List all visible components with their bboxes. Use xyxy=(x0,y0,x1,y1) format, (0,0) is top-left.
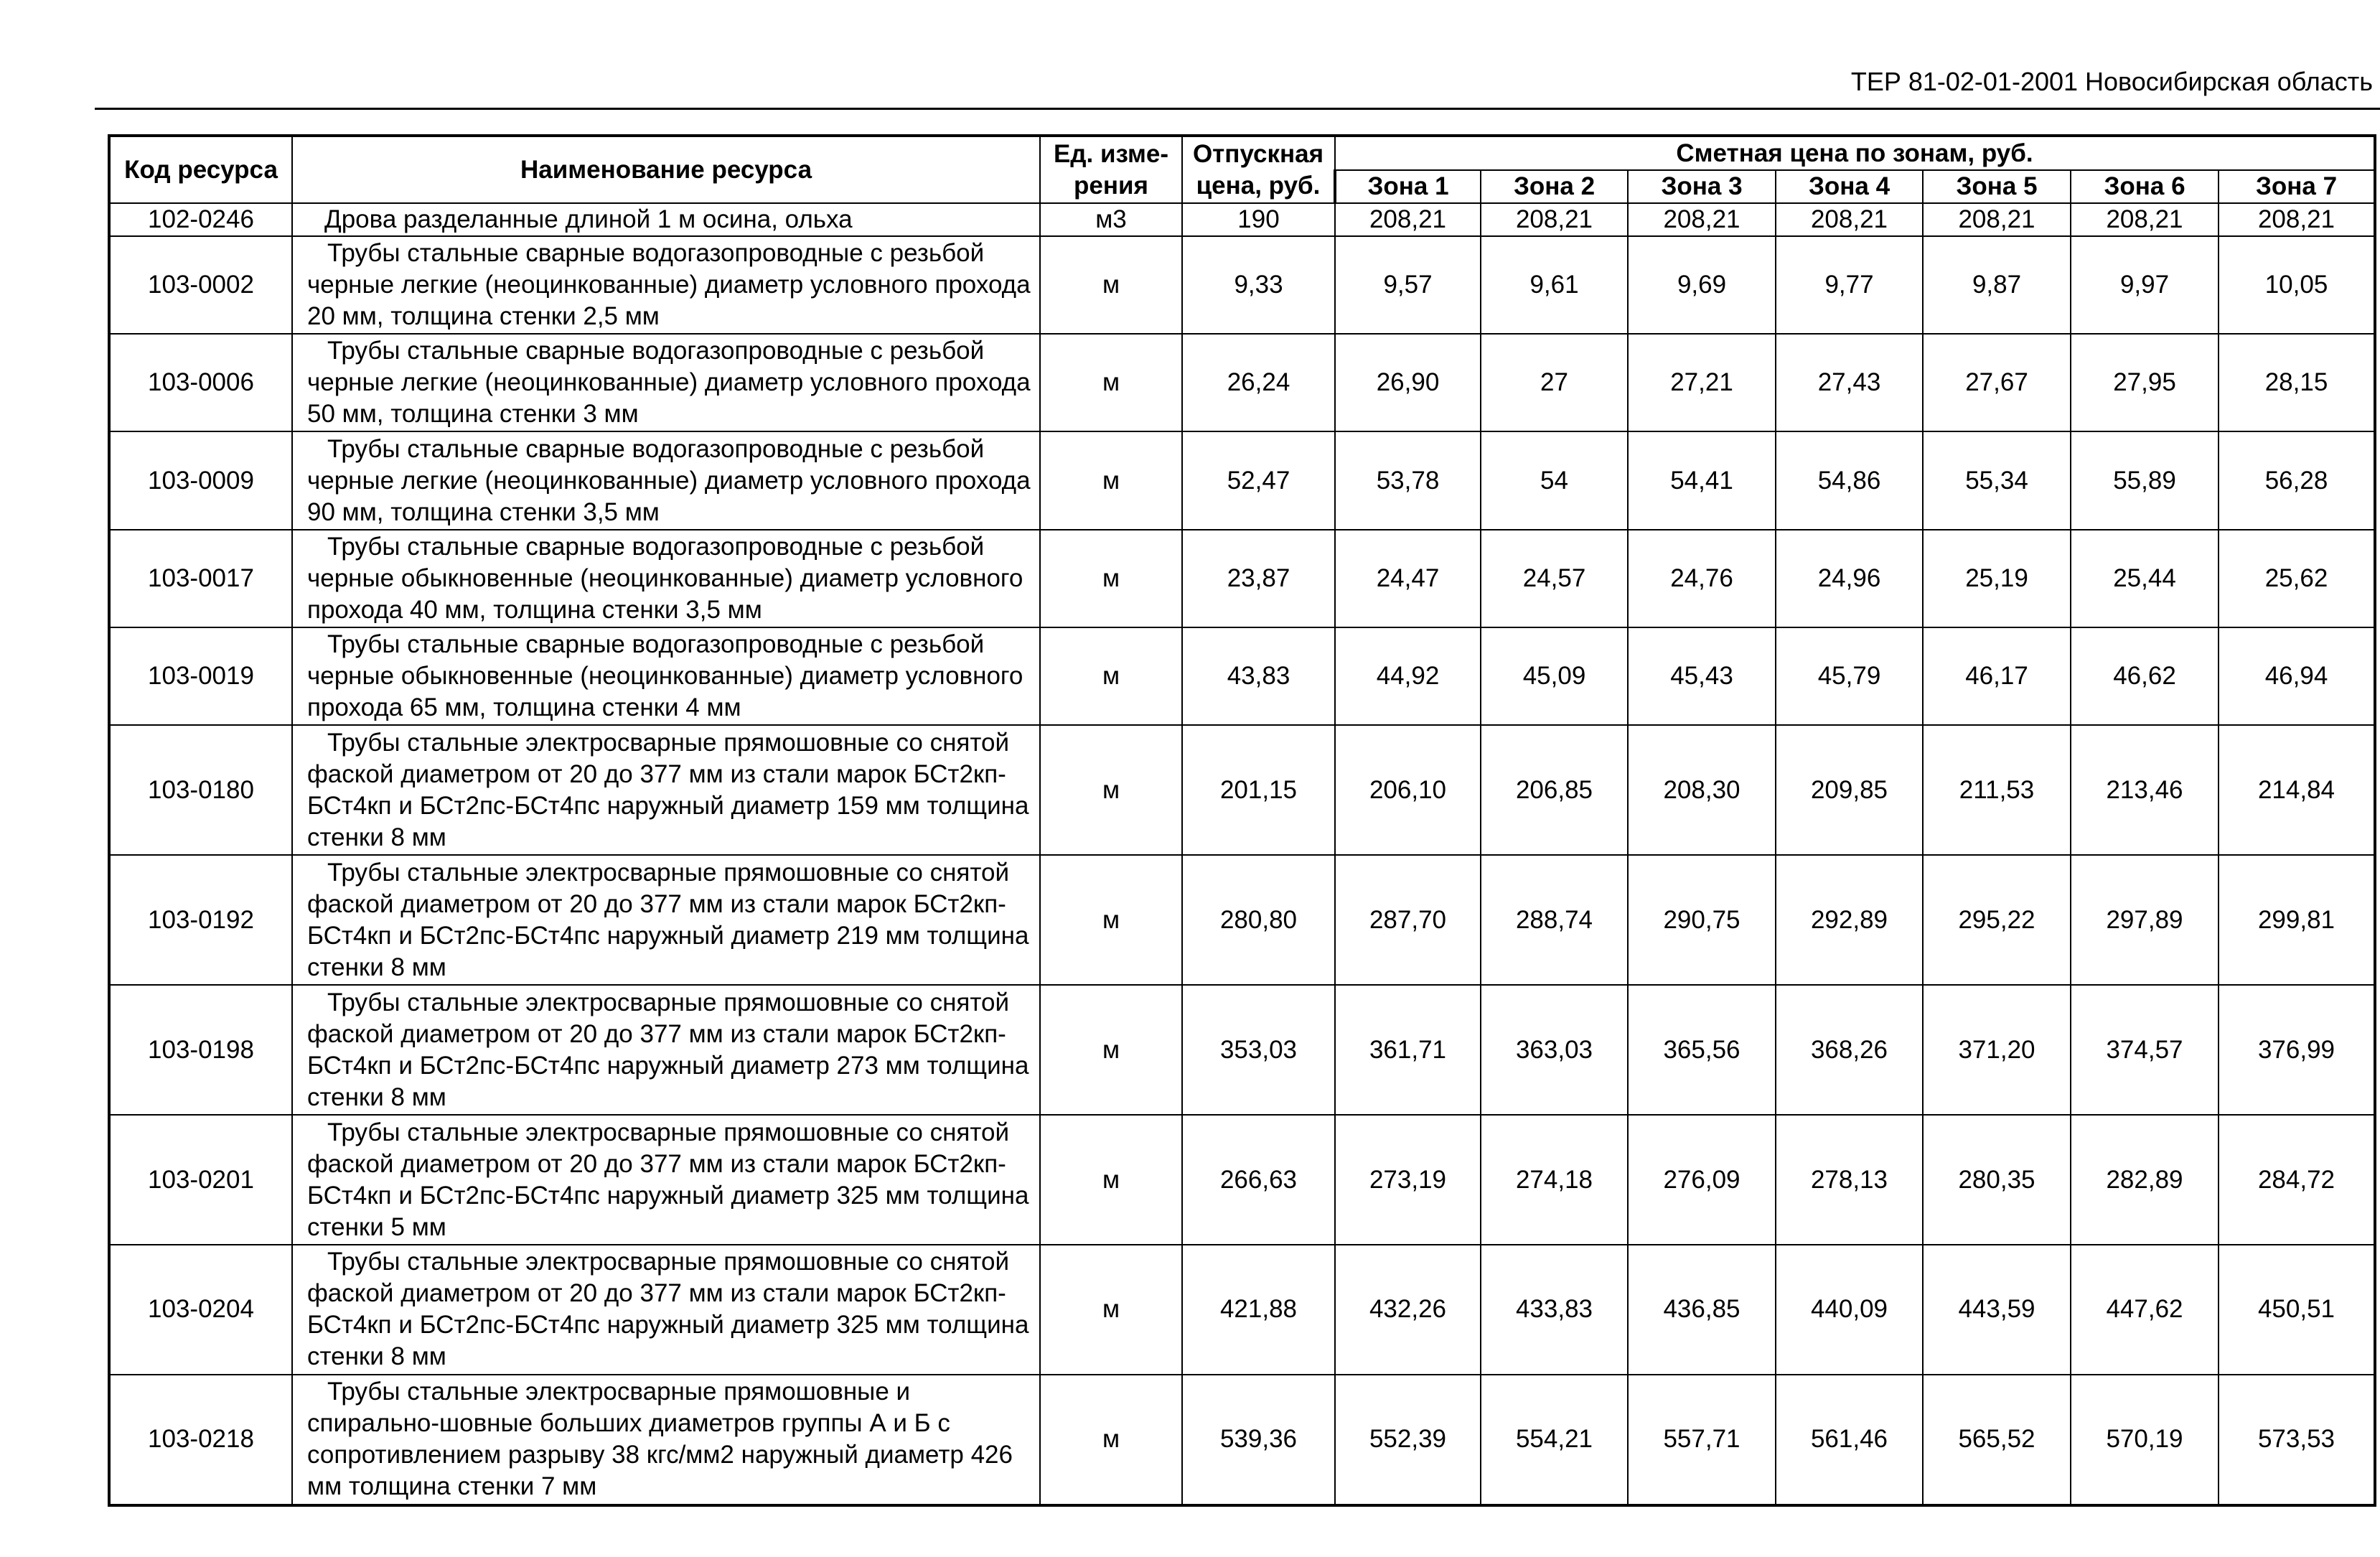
zone-price-cell: 295,22 xyxy=(1923,855,2071,985)
resource-code-cell: 103-0198 xyxy=(109,985,292,1115)
resource-name-cell xyxy=(292,855,1040,985)
resource-code-cell: 102-0246 xyxy=(109,203,292,236)
zone-price-cell: 552,39 xyxy=(1335,1375,1481,1505)
zone-price-cell: 46,94 xyxy=(2219,627,2375,725)
zone-price-cell: 208,21 xyxy=(1923,203,2071,236)
header-rule xyxy=(95,108,2380,110)
zone-price-cell: 54 xyxy=(1481,431,1628,529)
price-cell: 280,80 xyxy=(1182,855,1335,985)
column-header-zone-2: Зона 2 xyxy=(1481,170,1628,203)
zone-price-cell: 24,76 xyxy=(1628,530,1776,627)
unit-cell: м xyxy=(1040,431,1182,529)
zone-price-cell: 273,19 xyxy=(1335,1115,1481,1245)
zone-price-cell: 299,81 xyxy=(2219,855,2375,985)
column-header-zone-3: Зона 3 xyxy=(1628,170,1776,203)
zone-price-cell: 9,69 xyxy=(1628,236,1776,334)
resource-name-cell xyxy=(292,985,1040,1115)
unit-cell: м xyxy=(1040,725,1182,855)
resource-name-cell-text: Дрова разделанные длиной 1 м осина, ольха xyxy=(324,205,853,233)
column-header-zone-4: Зона 4 xyxy=(1776,170,1923,203)
zone-price-cell: 9,87 xyxy=(1923,236,2071,334)
column-header-unit: Ед. изме- рения xyxy=(1040,136,1182,203)
zone-price-cell: 211,53 xyxy=(1923,725,2071,855)
zone-price-cell: 27,67 xyxy=(1923,334,2071,431)
zone-price-cell: 44,92 xyxy=(1335,627,1481,725)
zone-price-cell: 287,70 xyxy=(1335,855,1481,985)
column-header-zone-1: Зона 1 xyxy=(1335,170,1481,203)
zone-price-cell: 554,21 xyxy=(1481,1375,1628,1505)
table-row xyxy=(109,334,2375,431)
zone-price-cell: 208,21 xyxy=(2219,203,2375,236)
zone-price-cell: 368,26 xyxy=(1776,985,1923,1115)
table-row xyxy=(109,236,2375,334)
zone-price-cell: 45,79 xyxy=(1776,627,1923,725)
zone-price-cell: 27 xyxy=(1481,334,1628,431)
price-cell: 353,03 xyxy=(1182,985,1335,1115)
table-row xyxy=(109,855,2375,985)
resource-name-cell xyxy=(292,1245,1040,1375)
resource-name-cell-text: Трубы стальные электросварные прямошовные и спирально-шовные больших диаметров группы А и Б с сопротивлением разрыву 38 кгс/мм2 наружный диаметр 426 мм толщина стенки 7 мм xyxy=(307,1378,1013,1501)
price-cell: 9,33 xyxy=(1182,236,1335,334)
zone-price-cell: 278,13 xyxy=(1776,1115,1923,1245)
column-header-zone-5: Зона 5 xyxy=(1923,170,2071,203)
column-header-code: Код ресурса xyxy=(109,136,292,203)
resource-name-cell xyxy=(292,431,1040,529)
zone-price-cell: 27,21 xyxy=(1628,334,1776,431)
resource-name-cell xyxy=(292,236,1040,334)
resource-code-cell: 103-0009 xyxy=(109,431,292,529)
price-cell: 52,47 xyxy=(1182,431,1335,529)
resource-code-cell: 103-0002 xyxy=(109,236,292,334)
column-header-price: Отпускная цена, руб. xyxy=(1182,136,1335,203)
zone-price-cell: 440,09 xyxy=(1776,1245,1923,1375)
zone-price-cell: 55,89 xyxy=(2071,431,2219,529)
zone-price-cell: 45,43 xyxy=(1628,627,1776,725)
price-cell: 43,83 xyxy=(1182,627,1335,725)
zone-price-cell: 361,71 xyxy=(1335,985,1481,1115)
resource-name-cell xyxy=(292,627,1040,725)
zone-price-cell: 282,89 xyxy=(2071,1115,2219,1245)
zone-price-cell: 53,78 xyxy=(1335,431,1481,529)
zone-price-cell: 27,95 xyxy=(2071,334,2219,431)
unit-cell: м3 xyxy=(1040,203,1182,236)
zone-price-cell: 292,89 xyxy=(1776,855,1923,985)
unit-cell: м xyxy=(1040,1115,1182,1245)
zone-price-cell: 433,83 xyxy=(1481,1245,1628,1375)
column-header-zone-6: Зона 6 xyxy=(2071,170,2219,203)
zone-price-cell: 26,90 xyxy=(1335,334,1481,431)
zone-price-cell: 24,57 xyxy=(1481,530,1628,627)
resource-name-cell xyxy=(292,530,1040,627)
unit-cell: м xyxy=(1040,855,1182,985)
table-row xyxy=(109,203,2375,236)
unit-cell: м xyxy=(1040,627,1182,725)
zone-price-cell: 54,86 xyxy=(1776,431,1923,529)
unit-cell: м xyxy=(1040,1245,1182,1375)
price-cell: 266,63 xyxy=(1182,1115,1335,1245)
zone-price-cell: 27,43 xyxy=(1776,334,1923,431)
zone-price-cell: 9,61 xyxy=(1481,236,1628,334)
zone-price-cell: 24,96 xyxy=(1776,530,1923,627)
zone-price-cell: 213,46 xyxy=(2071,725,2219,855)
zone-price-cell: 365,56 xyxy=(1628,985,1776,1115)
resource-code-cell: 103-0180 xyxy=(109,725,292,855)
resource-name-cell xyxy=(292,1115,1040,1245)
zone-price-cell: 9,57 xyxy=(1335,236,1481,334)
zone-price-cell: 56,28 xyxy=(2219,431,2375,529)
resource-name-cell xyxy=(292,203,1040,236)
zone-price-cell: 565,52 xyxy=(1923,1375,2071,1505)
resource-name-cell-text: Трубы стальные электросварные прямошовные со снятой фаской диаметром от 20 до 377 мм из стали марок БСт2кп-БСт4кп и БСт2пс-БСт4пс наружный диаметр 325 мм толщина стенки 5 мм xyxy=(307,1118,1029,1241)
unit-cell: м xyxy=(1040,236,1182,334)
table-body xyxy=(109,203,2375,1505)
price-cell: 190 xyxy=(1182,203,1335,236)
zone-price-cell: 208,21 xyxy=(2071,203,2219,236)
resource-name-cell xyxy=(292,334,1040,431)
resource-name-cell-text: Трубы стальные сварные водогазопроводные с резьбой черные обыкновенные (неоцинкованные) диаметр условного прохода 40 мм, толщина стенки 3,5 мм xyxy=(307,532,1023,624)
zone-price-cell: 288,74 xyxy=(1481,855,1628,985)
zone-price-cell: 46,17 xyxy=(1923,627,2071,725)
zone-price-cell: 297,89 xyxy=(2071,855,2219,985)
unit-cell: м xyxy=(1040,530,1182,627)
resource-name-cell-text: Трубы стальные сварные водогазопроводные с резьбой черные легкие (неоцинкованные) диаметр условного прохода 50 мм, толщина стенки 3 мм xyxy=(307,337,1031,429)
zone-price-cell: 214,84 xyxy=(2219,725,2375,855)
resource-price-table xyxy=(108,134,2376,1507)
column-header-name: Наименование ресурса xyxy=(292,136,1040,203)
zone-price-cell: 9,97 xyxy=(2071,236,2219,334)
resource-name-cell-text: Трубы стальные электросварные прямошовные со снятой фаской диаметром от 20 до 377 мм из стали марок БСт2кп-БСт4кп и БСт2пс-БСт4пс наружный диаметр 273 мм толщина стенки 8 мм xyxy=(307,988,1029,1111)
zone-price-cell: 25,19 xyxy=(1923,530,2071,627)
table-row xyxy=(109,985,2375,1115)
zone-price-cell: 374,57 xyxy=(2071,985,2219,1115)
column-header-zone-7: Зона 7 xyxy=(2219,170,2375,203)
table-header-row xyxy=(109,136,2375,170)
zone-price-cell: 376,99 xyxy=(2219,985,2375,1115)
price-cell: 421,88 xyxy=(1182,1245,1335,1375)
zone-price-cell: 274,18 xyxy=(1481,1115,1628,1245)
resource-name-cell-text: Трубы стальные сварные водогазопроводные с резьбой черные обыкновенные (неоцинкованные) диаметр условного прохода 65 мм, толщина стенки 4 мм xyxy=(307,630,1023,722)
zone-price-cell: 363,03 xyxy=(1481,985,1628,1115)
price-cell: 26,24 xyxy=(1182,334,1335,431)
zone-price-cell: 9,77 xyxy=(1776,236,1923,334)
table-row xyxy=(109,530,2375,627)
zone-price-cell: 557,71 xyxy=(1628,1375,1776,1505)
price-cell: 23,87 xyxy=(1182,530,1335,627)
zone-price-cell: 208,21 xyxy=(1776,203,1923,236)
resource-code-cell: 103-0201 xyxy=(109,1115,292,1245)
zone-price-cell: 276,09 xyxy=(1628,1115,1776,1245)
zone-price-cell: 206,85 xyxy=(1481,725,1628,855)
resource-code-cell: 103-0019 xyxy=(109,627,292,725)
resource-name-cell-text: Трубы стальные электросварные прямошовные со снятой фаской диаметром от 20 до 377 мм из стали марок БСт2кп-БСт4кп и БСт2пс-БСт4пс наружный диаметр 325 мм толщина стенки 8 мм xyxy=(307,1248,1029,1371)
zone-price-cell: 290,75 xyxy=(1628,855,1776,985)
zone-price-cell: 280,35 xyxy=(1923,1115,2071,1245)
zone-price-cell: 573,53 xyxy=(2219,1375,2375,1505)
zone-price-cell: 45,09 xyxy=(1481,627,1628,725)
zone-price-cell: 209,85 xyxy=(1776,725,1923,855)
resource-code-cell: 103-0218 xyxy=(109,1375,292,1505)
resource-name-cell-text: Трубы стальные электросварные прямошовные со снятой фаской диаметром от 20 до 377 мм из стали марок БСт2кп-БСт4кп и БСт2пс-БСт4пс наружный диаметр 159 мм толщина стенки 8 мм xyxy=(307,728,1029,851)
table-row xyxy=(109,1115,2375,1245)
zone-price-cell: 447,62 xyxy=(2071,1245,2219,1375)
price-cell: 539,36 xyxy=(1182,1375,1335,1505)
zone-price-cell: 208,21 xyxy=(1628,203,1776,236)
resource-name-cell-text: Трубы стальные сварные водогазопроводные с резьбой черные легкие (неоцинкованные) диаметр условного прохода 90 мм, толщина стенки 3,5 мм xyxy=(307,434,1031,526)
zone-price-cell: 208,30 xyxy=(1628,725,1776,855)
table-row xyxy=(109,431,2375,529)
zone-price-cell: 284,72 xyxy=(2219,1115,2375,1245)
zone-price-cell: 432,26 xyxy=(1335,1245,1481,1375)
price-cell: 201,15 xyxy=(1182,725,1335,855)
zone-price-cell: 570,19 xyxy=(2071,1375,2219,1505)
resource-name-cell xyxy=(292,725,1040,855)
zone-price-cell: 206,10 xyxy=(1335,725,1481,855)
zone-price-cell: 208,21 xyxy=(1335,203,1481,236)
zone-price-cell: 25,62 xyxy=(2219,530,2375,627)
page-header: ТЕР 81-02-01-2001 Новосибирская область xyxy=(1850,67,2373,96)
unit-cell: м xyxy=(1040,985,1182,1115)
zone-price-cell: 24,47 xyxy=(1335,530,1481,627)
table-row xyxy=(109,1245,2375,1375)
resource-code-cell: 103-0192 xyxy=(109,855,292,985)
zone-price-cell: 443,59 xyxy=(1923,1245,2071,1375)
unit-cell: м xyxy=(1040,334,1182,431)
table-row xyxy=(109,725,2375,855)
zone-price-cell: 25,44 xyxy=(2071,530,2219,627)
zone-price-cell: 10,05 xyxy=(2219,236,2375,334)
zone-price-cell: 561,46 xyxy=(1776,1375,1923,1505)
resource-name-cell-text: Трубы стальные электросварные прямошовные со снятой фаской диаметром от 20 до 377 мм из стали марок БСт2кп-БСт4кп и БСт2пс-БСт4пс наружный диаметр 219 мм толщина стенки 8 мм xyxy=(307,858,1029,981)
zone-price-cell: 450,51 xyxy=(2219,1245,2375,1375)
zone-price-cell: 46,62 xyxy=(2071,627,2219,725)
table-row xyxy=(109,627,2375,725)
unit-cell: м xyxy=(1040,1375,1182,1505)
zone-price-cell: 436,85 xyxy=(1628,1245,1776,1375)
resource-name-cell xyxy=(292,1375,1040,1505)
resource-name-cell-text: Трубы стальные сварные водогазопроводные с резьбой черные легкие (неоцинкованные) диаметр условного прохода 20 мм, толщина стенки 2,5 мм xyxy=(307,239,1031,331)
resource-code-cell: 103-0006 xyxy=(109,334,292,431)
resource-code-cell: 103-0204 xyxy=(109,1245,292,1375)
zone-price-cell: 28,15 xyxy=(2219,334,2375,431)
resource-code-cell: 103-0017 xyxy=(109,530,292,627)
zone-price-cell: 208,21 xyxy=(1481,203,1628,236)
zone-price-cell: 371,20 xyxy=(1923,985,2071,1115)
table-row xyxy=(109,1375,2375,1505)
zone-price-cell: 54,41 xyxy=(1628,431,1776,529)
zone-price-cell: 55,34 xyxy=(1923,431,2071,529)
column-header-zone-group: Сметная цена по зонам, руб. xyxy=(1335,136,2375,170)
